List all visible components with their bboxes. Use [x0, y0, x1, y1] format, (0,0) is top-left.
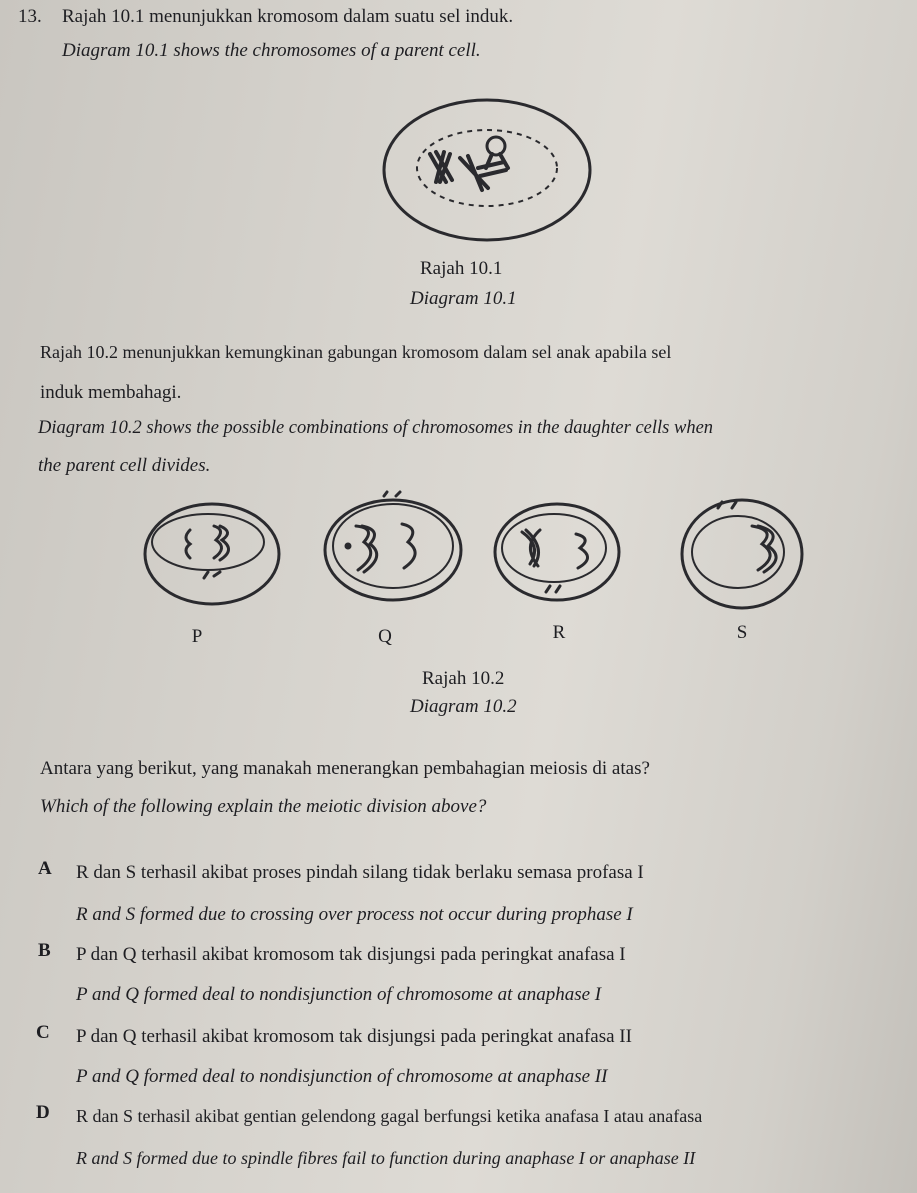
diagram1-label-malay: Rajah 10.1 [420, 258, 503, 279]
cell-label-p: P [191, 626, 203, 647]
intro-english: Diagram 10.1 shows the chromosomes of a parent cell. [62, 40, 481, 61]
parent-cell-membrane [384, 100, 590, 240]
para2-english-line1: Diagram 10.2 shows the possible combinations of chromosomes in the daughter cells when [38, 418, 714, 438]
diagram1-label-english: Diagram 10.1 [410, 288, 517, 309]
question-number: 13. [18, 6, 42, 27]
para2-malay-line2: induk membahagi. [40, 382, 182, 403]
option-a-malay: R dan S terhasil akibat proses pindah silang tidak berlaku semasa profasa I [76, 862, 644, 883]
option-b-malay: P dan Q terhasil akibat kromosom tak disjungsi pada peringkat anafasa I [76, 944, 626, 965]
cell-label-r: R [552, 622, 566, 643]
option-d-letter: D [36, 1102, 50, 1123]
para2-english-line2: the parent cell divides. [38, 455, 211, 476]
daughter-cell-q [320, 492, 466, 604]
option-a-letter: A [38, 858, 52, 879]
daughter-cell-s [680, 496, 805, 612]
diagram2-label-english: Diagram 10.2 [410, 696, 517, 717]
parent-chromosomes [430, 137, 508, 190]
parent-cell-diagram [380, 96, 595, 246]
option-b-english: P and Q formed deal to nondisjunction of chromosome at anaphase I [76, 984, 602, 1005]
option-b-letter: B [38, 940, 51, 961]
para2-malay-line1: Rajah 10.2 menunjukkan kemungkinan gabungan kromosom dalam sel anak apabila sel [40, 342, 672, 362]
option-d-english: R and S formed due to spindle fibres fail to function during anaphase I or anaphase II [76, 1148, 696, 1168]
daughter-cell-p [142, 500, 282, 608]
intro-malay: Rajah 10.1 menunjukkan kromosom dalam suatu sel induk. [62, 6, 514, 27]
cell-label-s: S [736, 622, 748, 643]
option-c-letter: C [36, 1022, 50, 1043]
diagram2-label-malay: Rajah 10.2 [422, 668, 505, 689]
option-a-english: R and S formed due to crossing over process not occur during prophase I [76, 904, 633, 925]
option-c-malay: P dan Q terhasil akibat kromosom tak disjungsi pada peringkat anafasa II [76, 1026, 632, 1047]
prompt-english: Which of the following explain the meiotic division above? [40, 796, 487, 817]
cell-label-q: Q [378, 626, 392, 647]
prompt-malay: Antara yang berikut, yang manakah menerangkan pembahagian meiosis di atas? [40, 758, 650, 779]
daughter-cell-r [492, 500, 622, 604]
option-c-english: P and Q formed deal to nondisjunction of chromosome at anaphase II [76, 1066, 608, 1087]
option-d-malay: R dan S terhasil akibat gentian gelendong gagal berfungsi ketika anafasa I atau anafasa [76, 1106, 703, 1126]
